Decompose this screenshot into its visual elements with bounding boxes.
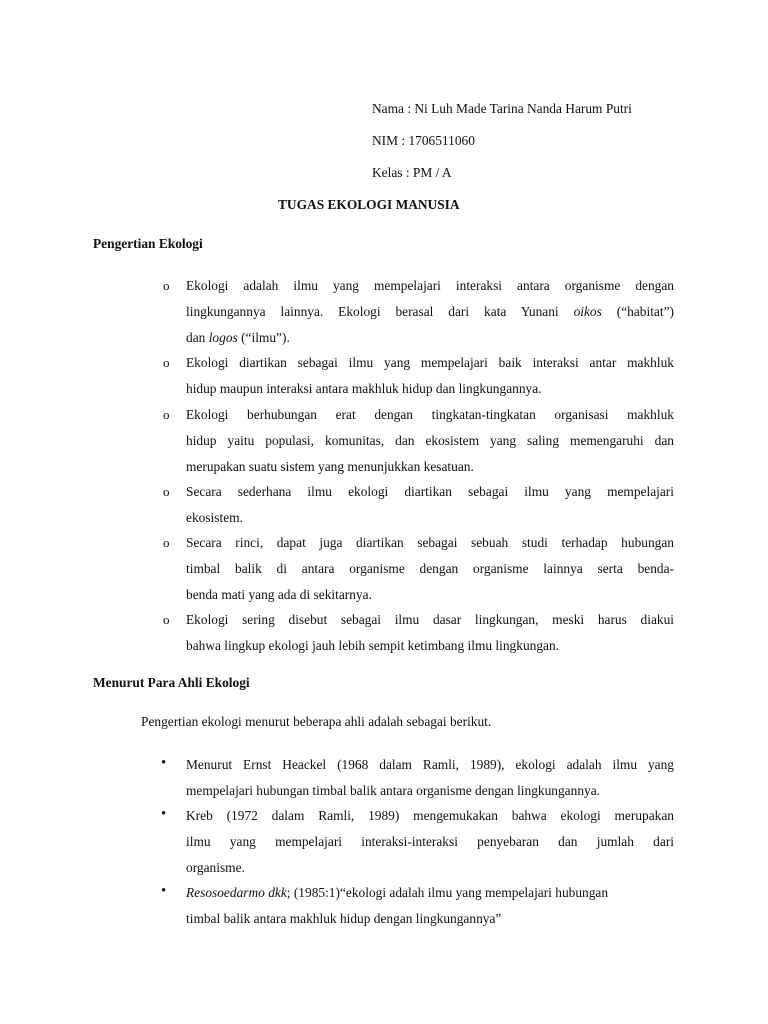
list-bullet: • (161, 755, 167, 771)
list-item-line: bahwa lingkup ekologi jauh lebih sempit ketimbang ilmu lingkungan. (186, 638, 560, 653)
list-bullet: • (161, 806, 167, 822)
list-item-line: Secara sederhana ilmu ekologi diartikan sebagai ilmu yang mempelajari (186, 484, 674, 499)
list-item-line: ilmu yang mempelajari interaksi-interaksi penyebaran dan jumlah dari (186, 834, 674, 849)
list-item-line: benda mati yang ada di sekitarnya. (186, 587, 372, 602)
list-item-line: Ekologi adalah ilmu yang mempelajari interaksi antara organisme dengan (186, 278, 674, 293)
student-nim: NIM : 1706511060 (372, 133, 475, 148)
student-class: Kelas : PM / A (372, 165, 452, 180)
section-heading-para-ahli: Menurut Para Ahli Ekologi (93, 675, 250, 690)
list-bullet: • (161, 883, 167, 899)
list-item-line: merupakan suatu sistem yang menunjukkan kesatuan. (186, 459, 474, 474)
list-marker: o (163, 278, 170, 293)
list-item-line: timbal balik antara makhluk hidup dengan lingkungannya” (186, 911, 502, 926)
list-item-line: timbal balik di antara organisme dengan organisme lainnya serta benda- (186, 561, 674, 576)
list-item-line: Menurut Ernst Heackel (1968 dalam Ramli, 1989), ekologi adalah ilmu yang (186, 757, 674, 772)
list-item-line: organisme. (186, 860, 245, 875)
section-intro: Pengertian ekologi menurut beberapa ahli adalah sebagai berikut. (141, 714, 492, 729)
list-item-line: Ekologi berhubungan erat dengan tingkatan-tingkatan organisasi makhluk (186, 407, 674, 422)
list-item-line: lingkungannya lainnya. Ekologi berasal dari kata Yunani oikos (“habitat”) (186, 304, 674, 319)
list-item-line: Secara rinci, dapat juga diartikan sebagai sebuah studi terhadap hubungan (186, 535, 674, 550)
list-item-line: hidup yaitu populasi, komunitas, dan ekosistem yang saling memengaruhi dan (186, 433, 674, 448)
section-heading-pengertian: Pengertian Ekologi (93, 236, 203, 251)
list-item-line: hidup maupun interaksi antara makhluk hidup dan lingkungannya. (186, 381, 542, 396)
list-marker: o (163, 612, 170, 627)
list-item-line: dan logos (“ilmu”). (186, 330, 290, 345)
list-marker: o (163, 535, 170, 550)
student-name: Nama : Ni Luh Made Tarina Nanda Harum Putri (372, 101, 632, 116)
list-item-line: ekosistem. (186, 510, 243, 525)
list-marker: o (163, 407, 170, 422)
list-item-line: Ekologi diartikan sebagai ilmu yang mempelajari baik interaksi antar makhluk (186, 355, 674, 370)
list-item-line: Resosoedarmo dkk; (1985:1)“ekologi adalah ilmu yang mempelajari hubungan (186, 885, 609, 900)
list-marker: o (163, 484, 170, 499)
list-item-line: Ekologi sering disebut sebagai ilmu dasar lingkungan, meski harus diakui (186, 612, 674, 627)
list-item-line: mempelajari hubungan timbal balik antara organisme dengan lingkungannya. (186, 783, 600, 798)
document-title: TUGAS EKOLOGI MANUSIA (278, 197, 460, 212)
list-marker: o (163, 355, 170, 370)
list-item-line: Kreb (1972 dalam Ramli, 1989) mengemukakan bahwa ekologi merupakan (186, 808, 674, 823)
